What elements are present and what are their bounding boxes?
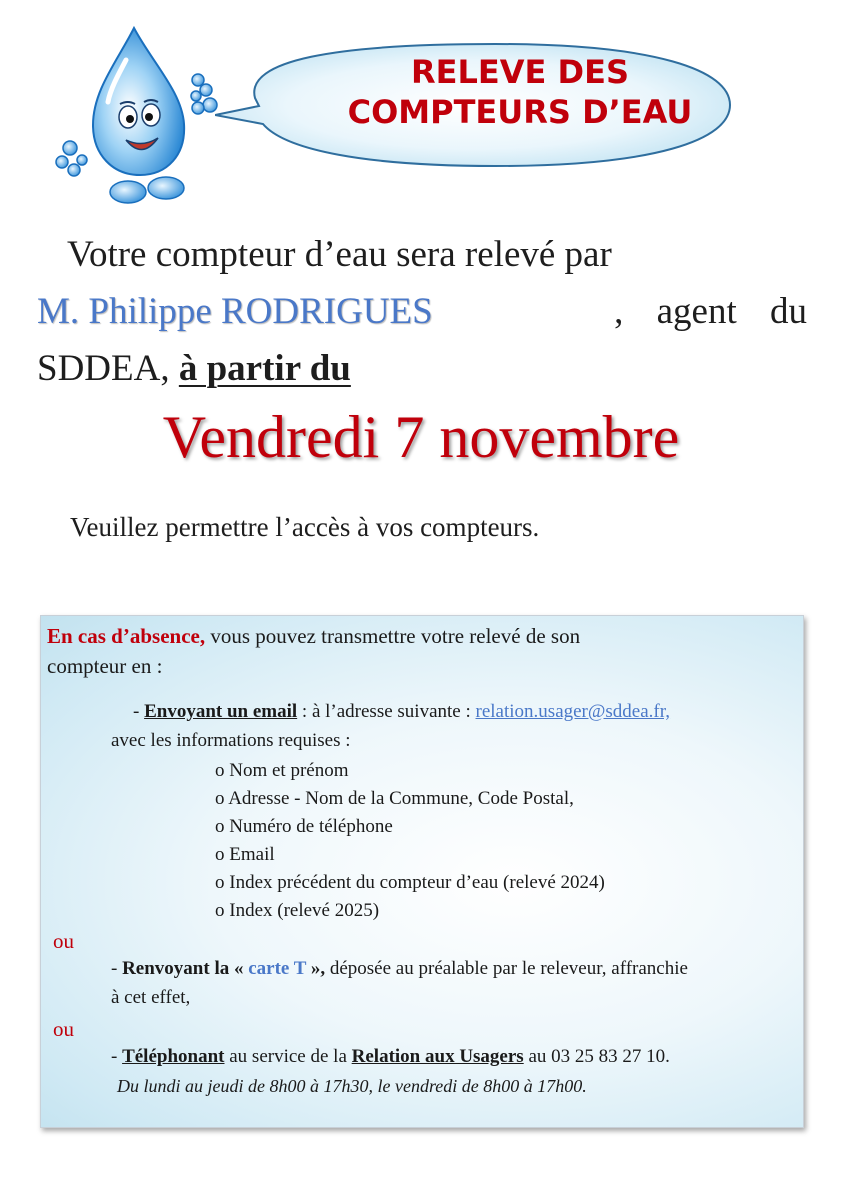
list-item: o Numéro de téléphone bbox=[215, 816, 393, 837]
intro-line-3 bbox=[37, 340, 807, 397]
card-option-label: Renvoyant la « bbox=[122, 958, 249, 979]
card-option: - Renvoyant la « carte T », déposée au préalable par le releveur, affranchie bbox=[111, 958, 688, 979]
card-name: carte T bbox=[248, 958, 307, 979]
phone-number: au 03 25 83 27 10. bbox=[523, 1046, 670, 1067]
title-line-1: RELEVE DES bbox=[411, 53, 629, 91]
agent-name: M. Philippe RODRIGUES bbox=[37, 291, 433, 332]
phone-hours: Du lundi au jeudi de 8h00 à 17h30, le vendredi de 8h00 à 17h00. bbox=[117, 1076, 587, 1096]
service-name: Relation aux Usagers bbox=[351, 1046, 524, 1067]
intro-paragraph bbox=[37, 226, 807, 397]
card-option-line2: à cet effet, bbox=[111, 987, 191, 1008]
list-item: o Index (relevé 2025) bbox=[215, 900, 380, 921]
title-line-2: COMPTEURS D’EAU bbox=[347, 93, 693, 131]
intro-line-2 bbox=[37, 283, 807, 340]
or-separator-2: ou bbox=[53, 1017, 74, 1041]
email-option-label: Envoyant un email bbox=[144, 701, 298, 722]
org-name: SDDEA, bbox=[37, 348, 170, 389]
phone-option: - Téléphonant au service de la Relation aux Usagers au 03 25 83 27 10. bbox=[111, 1046, 670, 1067]
email-link[interactable]: relation.usager@sddea.fr, bbox=[475, 701, 671, 722]
water-drop-mascot-icon bbox=[48, 20, 218, 210]
list-item: o Nom et prénom bbox=[215, 760, 349, 781]
email-option: - Envoyant un email : à l’adresse suivante : relation.usager@sddea.fr, bbox=[133, 701, 671, 722]
intro-line-1: Votre compteur d’eau sera relevé par bbox=[67, 234, 612, 275]
absence-lead-label: En cas d’absence, bbox=[47, 624, 206, 648]
list-item: o Adresse - Nom de la Commune, Code Postal, bbox=[215, 788, 574, 809]
from-label: à partir du bbox=[178, 348, 351, 389]
or-separator-1: ou bbox=[53, 929, 74, 953]
list-item: o Index précédent du compteur d’eau (relevé 2024) bbox=[215, 872, 605, 893]
agent-role: , agent du bbox=[614, 291, 807, 332]
absence-lead-line2: compteur en : bbox=[47, 654, 163, 678]
required-info-list bbox=[215, 757, 605, 925]
email-option-line2: avec les informations requises : bbox=[111, 730, 351, 751]
absence-info-box bbox=[40, 615, 804, 1128]
phone-option-label: Téléphonant bbox=[122, 1046, 225, 1067]
absence-lead: En cas d’absence, vous pouvez transmettre votre relevé de son bbox=[47, 624, 581, 648]
access-notice: Veuillez permettre l’accès à vos compteurs. bbox=[70, 512, 540, 542]
page-title bbox=[300, 52, 740, 132]
reading-date: Vendredi 7 novembre bbox=[162, 404, 680, 470]
list-item: o Email bbox=[215, 844, 275, 865]
